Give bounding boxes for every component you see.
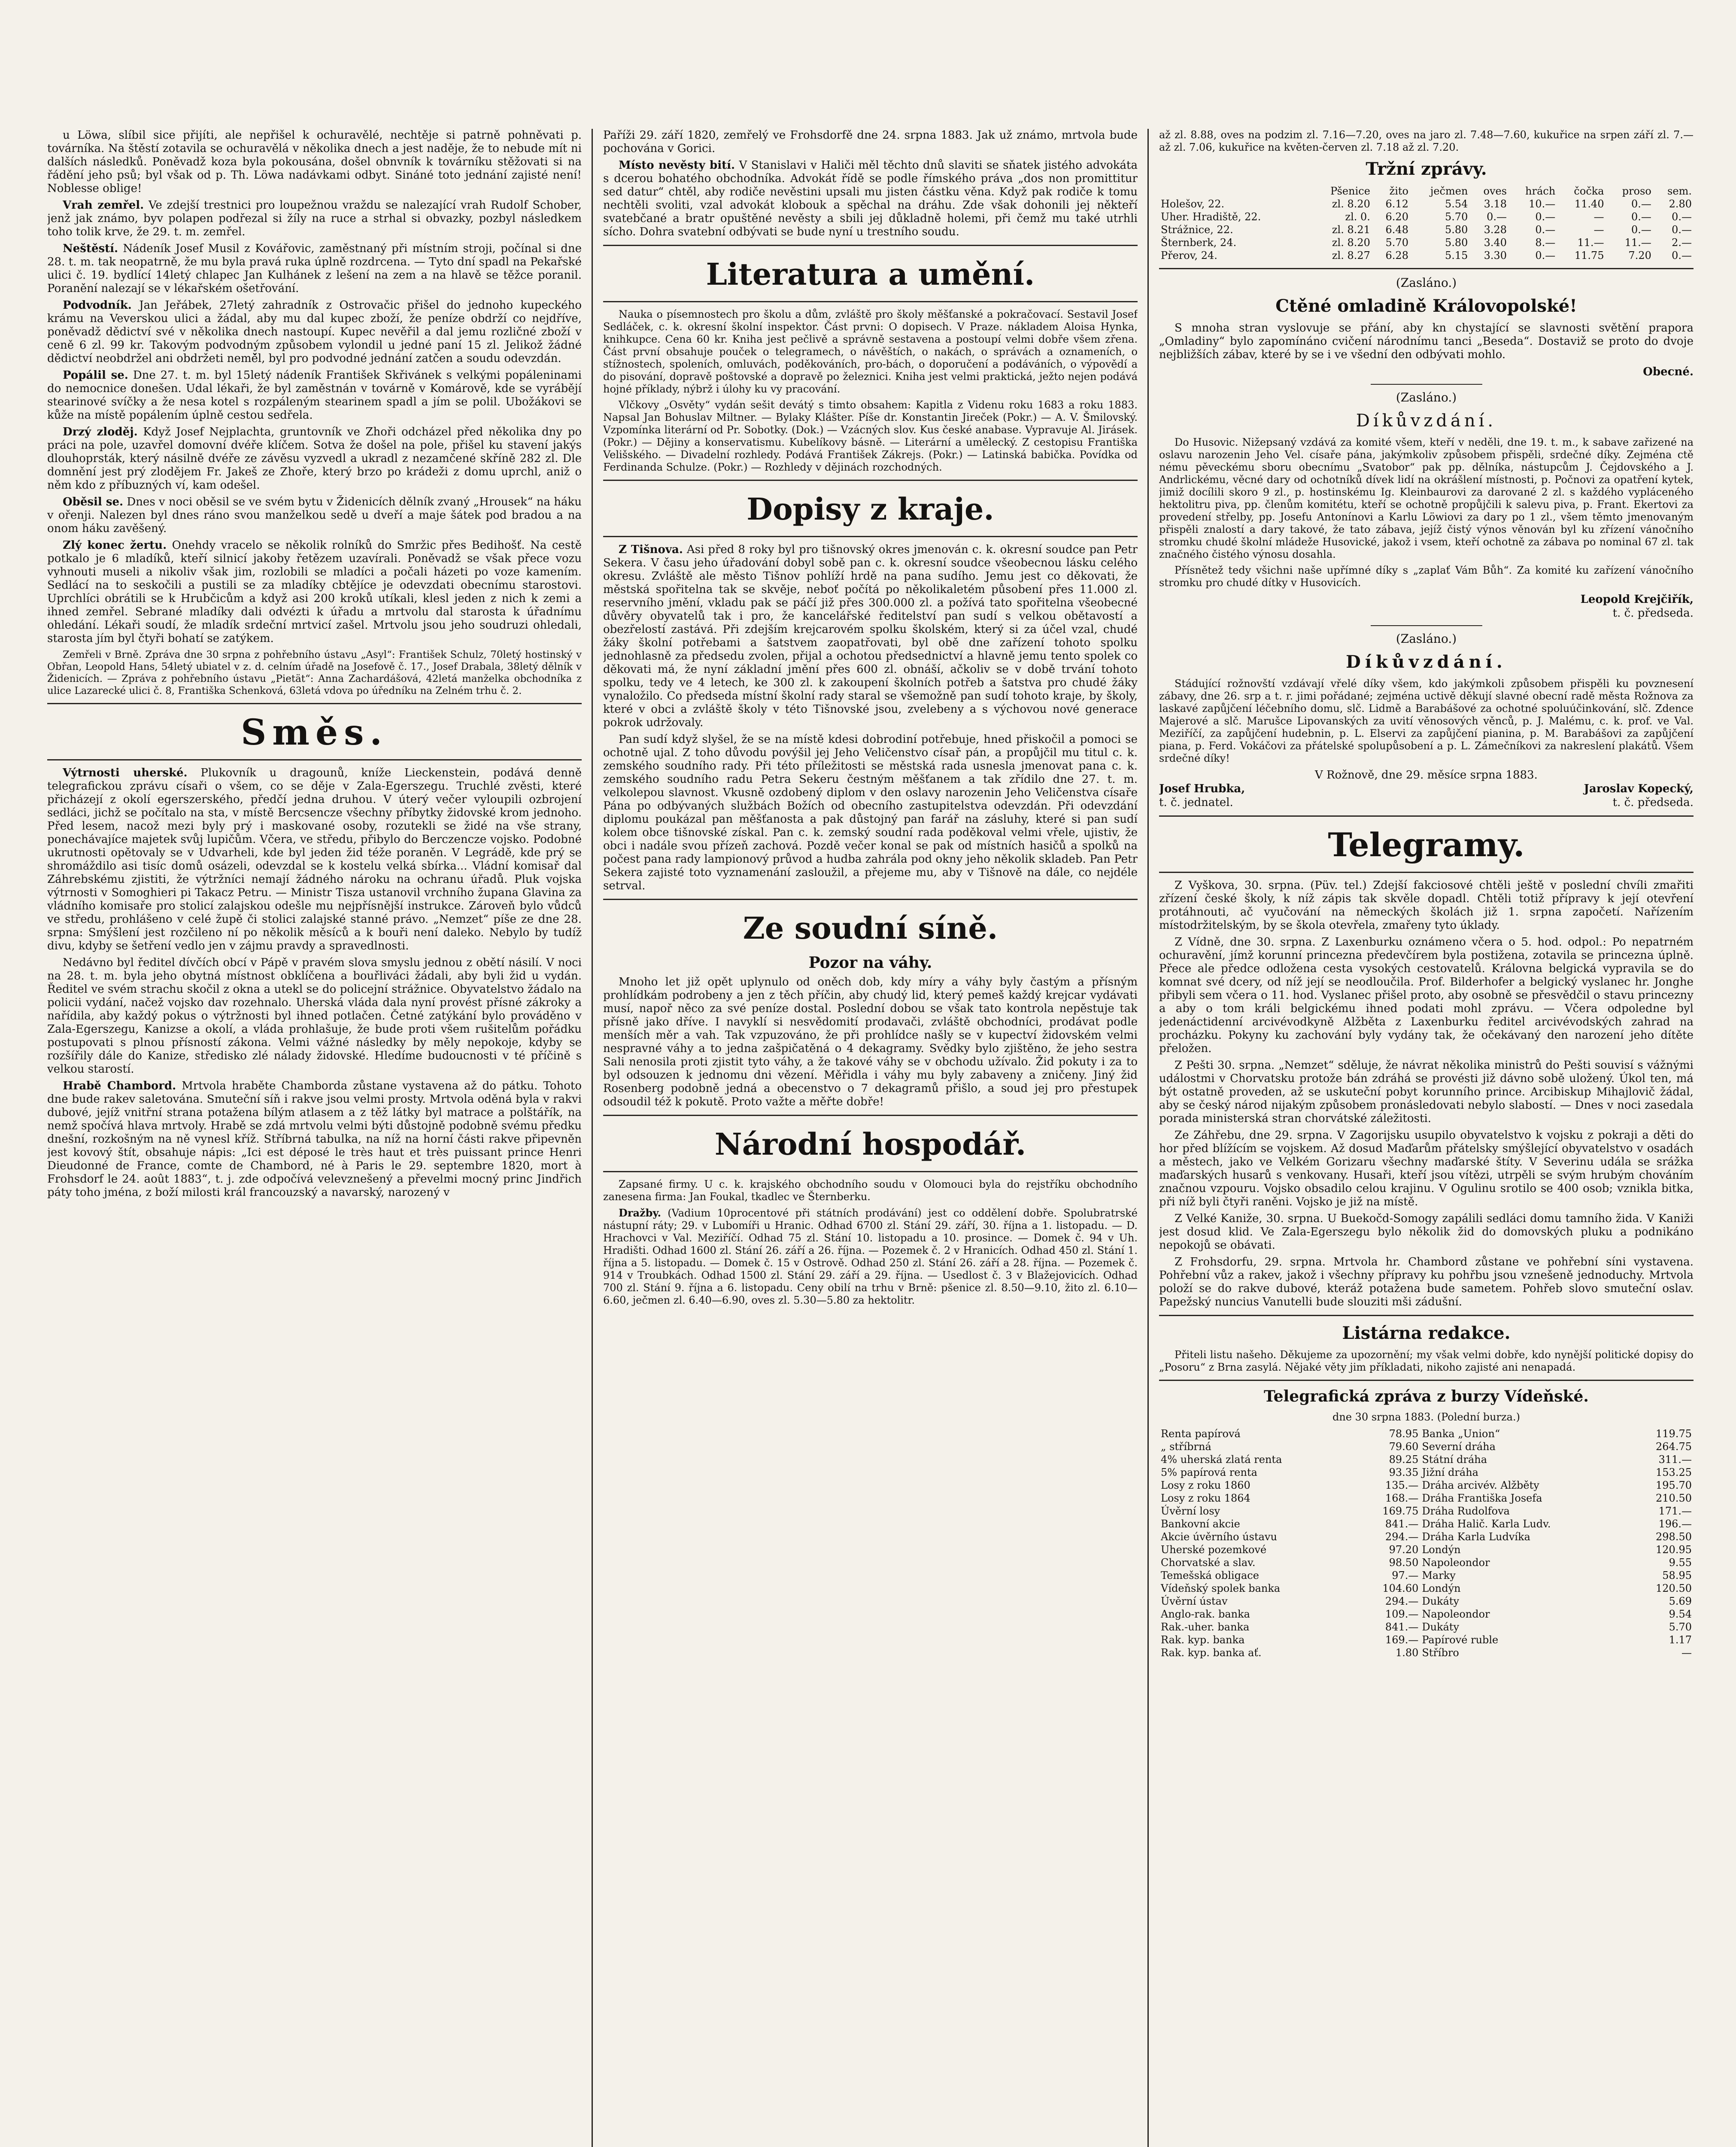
table-cell: 58.95 [1662,1569,1692,1581]
table-cell: 264.75 [1656,1441,1692,1453]
table-cell: 3.30 [1484,249,1507,262]
table-row [1159,1646,1694,1659]
table-cell: Marky [1422,1569,1456,1581]
table-cell: Dráha Františka Josefa [1422,1492,1542,1504]
news-item [47,242,582,295]
table-cell: 5.70 [1669,1621,1692,1633]
table-cell: Renta papírová [1161,1428,1241,1440]
article-text: až zl. 8.88, oves na podzim zl. 7.16—7.20, oves na jaro zl. 7.48—7.60, kukuřice na srpen září zl. 7.— až zl. 7.06, kukuřice na květen-červen zl. 7.18 až zl. 7.20. [1159,129,1694,153]
table-header: proso [1622,185,1651,197]
news-title: Z Tišnova. [619,543,683,556]
table-cell: Dráha Rudolfova [1422,1505,1510,1517]
table-header: čočka [1574,185,1604,197]
table-cell: 169.— [1385,1634,1419,1646]
table-cell: Dukáty [1422,1621,1460,1633]
table-cell: 97.— [1392,1569,1419,1581]
table-cell: 120.95 [1656,1544,1692,1556]
table-cell: 120.50 [1656,1582,1692,1594]
news-body: (Vadium 10procentové při státních prodávání) jest co oddělení dobře. Spolubratrské nástupní ráty; 29. v Lubomíři u Hranic. Odhad 6700 zl. Stání 29. září, 30. října a 1. listopadu. — D. Hrachovci v Val. Meziříčí. Odhad 75 zl. Stání 10. listopadu a 10. prosince. — Domek č. 94 v Uh. Hradišti. Odhad 1600 zl. Stání 26. září a 26. října. — Pozemek č. 2 v Hranicích. Odhad 450 zl. Stání 1. října a 5. listopadu. — Domek č. 15 v Ostrově. Odhad 250 zl. Stání 26. září a 28. října. — Pozemek č. 914 v Troubkách. Odhad 1500 zl. Stání 29. září a 29. října. — Usedlost č. 3 v Blažejovicích. Odhad 700 zl. Stání 9. října a 6. listopadu. Ceny obilí na trhu v Brně: pšenice zl. 8.50—9.10, žito zl. 6.10—6.60, ječmen zl. 6.40—6.90, oves zl. 5.30—5.80 za hektolitr. [603,1207,1138,1306]
section-heading-soud: Ze soudní síně. [743,910,998,946]
news-item [47,426,582,492]
table-cell: 11.— [1624,237,1651,249]
table-cell: Rak. kyp. banka ať. [1161,1647,1262,1659]
notice-title: Díkůvzdání. [1346,652,1507,672]
telegram-text: Ze Záhřebu, dne 29. srpna. V Zagorijsku usupilo obyvatelstvo k vojsku z pokraji a děti do hor před blížícím se vojskem. Až dosud Maďarům přátelsky smýšlející obyvatelstvo v osadách a městech, jako ve Velkém Gorizaru všechny maďarské štíty. V Severinu udála se srážka maďarských husarů s venkovany. Husaři, kteří jsou vítězi, utrpěli se svým hrubým chováním značnou vzpouru. Vojsko obsadilo celou krajinu. V Ogulinu srotilo se 400 osob; vznikla bitka, při níž byli čtyři raněni. Vojsko je již na místě. [1159,1129,1694,1208]
table-row [1159,223,1694,236]
notice-text: Přísnětež tedy všichni naše upřímné díky s „zaplať Vám Bůh“. Za komité ku zařízení vánočního stromku pro chudé dítky v Husovicích. [1159,564,1694,589]
table-cell: 104.60 [1382,1582,1419,1594]
table-row [1159,1569,1694,1582]
table-cell: Londýn [1422,1544,1461,1556]
table-cell: 119.75 [1656,1428,1692,1440]
news-title: Podvodník. [63,299,132,312]
news-item [47,1080,582,1199]
article-text: Paříži 29. září 1820, zemřelý ve Frohsdorfě dne 24. srpna 1883. Jak už známo, mrtvola bude pochována v Gorici. [603,129,1138,155]
table-cell: 0.— [1672,224,1692,236]
news-item [47,496,582,535]
notice-signature-role [1159,606,1694,620]
table-row [1159,1517,1694,1530]
news-body: Dnes v noci oběsil se ve svém bytu v Židenicích dělník zvaný „Hrousek“ na háku v ořenji. Nalezen byl dnes ráno svou manželkou sedě u dveří a maje šátek pod bradou a na onom háku zavěšený. [47,496,582,535]
table-cell: 210.50 [1656,1492,1692,1504]
section-heading-literatura: Literatura a umění. [706,256,1035,292]
telegram-text: Z Pešti 30. srpna. „Nemzet“ sděluje, že návrat několika ministrů do Pešti souvisí s vážnými událostmi v Chorvatsku protože bán zdráhá se provésti již dávno sobě uložený. Úkol ten, má být ostatně proveden, až se uskuteční pobyt korunního prince. Arcibiskup Mihajlovič žádal, aby se český národ nijakým způsobem pronásledovati nebylo slabostí. — Dnes v noci zasedala porada ministerská stran chorvátské záležitosti. [1159,1059,1694,1125]
table-row [1159,1582,1694,1595]
table-cell: Dukáty [1422,1595,1460,1607]
news-body: Dne 27. t. m. byl 15letý nádeník František Skřivánek s velkými popáleninami do nemocnice donešen. Udal lékaři, že byl zaměstnán v továrně v Komárově, kde se vyrábějí stearinové svíčky a že nesa kotel s rozpáleným stearinem spadl a jím se polil. Ubožákovi se kůže na místě popálením úplně cestou sedřela. [47,369,582,422]
table-cell: 168.— [1385,1492,1419,1504]
telegram-text: Z Frohsdorfu, 29. srpna. Mrtvola hr. Chambord zůstane ve pohřební síni vystavena. Pohřební vůz a rakev, jakož i všechny přípravy ku pohřbu jsou vznešeně jednoduchy. Mrtvola položí se do rakve dubové, kteráž potažena bude sametem. Pohřeb slovo smuteční oslav. Papežský nuncius Vanutelli bude slouziti mši zádušní. [1159,1256,1694,1308]
table-row [1159,1466,1694,1479]
table-cell: 153.25 [1656,1466,1692,1478]
signature: Obecné. [1643,365,1694,378]
table-cell: Uher. Hradiště, 22. [1161,211,1261,223]
news-title: Neštěstí. [63,242,118,255]
table-cell: zl. 8.20 [1332,237,1370,249]
table-row [1159,236,1694,249]
table-cell: 10.— [1529,198,1556,210]
table-header: hrách [1525,185,1556,197]
table-cell: 97.20 [1389,1544,1419,1556]
article-text: Zapsané firmy. U c. k. krajského obchodního soudu v Olomouci byla do rejstříku obchodního zanesena firma: Jan Foukal, tkadlec ve Šternberku. [603,1178,1138,1203]
notice-text: Stádující rožnovští vzdávají vřelé díky všem, kdo jakýmkoli způsobem přispěli ku povznesení zábavy, dne 26. srp a t. r. jimi pořádané; zejména uctivě děkují slavné obecní radě města Rožnova za laskavé zapůjčení léčebního domu, slč. Lidmě a Barabášové za ochotné spoluúčinkování, slč. Zdence Majerové a slč. Marušce Lipovanských za uvití věnosových věnců, p. J. Malému, c. k. prof. ve Val. Meziříčí, za zapůjčení hudebnin, p. L. Elservi za zapůjčení pianina, p. M. Barabášovi za zapůjčení piana, p. Ferd. Vokáčovi za přátelské spolupůsobení a p. L. Zámečníkovi za nakreslení plakátů. Všem srdečné díky! [1159,678,1694,764]
signature-role: t. č. předseda. [1612,607,1694,620]
news-item [47,199,582,239]
burza-date: dne 30 srpna 1883. (Polední burza.) [1332,1411,1520,1423]
table-cell: Napoleondor [1422,1557,1490,1569]
table-cell: 9.54 [1669,1608,1692,1620]
section-divider [47,703,582,704]
table-cell: 5% papírová renta [1161,1466,1257,1478]
table-cell: 0.— [1535,211,1556,223]
section-divider [603,1171,1138,1172]
table-cell: 6.12 [1385,198,1408,210]
news-body: Jan Jeřábek, 27letý zahradník z Ostrovačic přišel do jednoho kupeckého krámu na Veverskou ulici a žádal, aby mu dal kupec zboží, že peníze obdrží co nejdříve, poněvadž dědictví své v několika dnech nastoupí. Kupec nevěřil a dal jemu rozličné zboží v ceně 6 zl. 99 kr. Takovým podvodným způsobem vylondil u jedné paní 15 zl. Jelikož žádné dědictví neobdržel ani obdržeti nemě̌l, byl pro podvodné jednání zatčen a soudu odevzdán. [47,299,582,365]
telegram-text: Z Vídně, dne 30. srpna. Z Laxenburku oznámeno včera o 5. hod. odpol.: Po nepatrném ochuravění, jímž korunní princezna předevčírem byla postižena, zotavila se princezna úplně. Přece ale předce odložena cesta vysokých cestovatelů. Královna belgická vypravila se do komnat své dcery, od níž její se neodloučila. Prof. Bilderhofer a belgický vyslanec hr. Jonghe přibyli sem včera o 11. hod. Vyslanec přišel proto, aby osobně se přesvědčil o stavu princezny a aby o tom králi belgickému ihned podati mohl zprávu. — Včera odpoledne byl jedenáctidenní arcivévodkyně Alžběta z Laxenburku ředitel arcivévodských zahrad na procházku. Pokyny ku zachování byly vydány tak, že očekávaný den narození jeho dítěte přeložen. [1159,936,1694,1055]
news-title: Místo nevěsty bití. [619,159,735,172]
table-cell: Chorvatské a slav. [1161,1557,1256,1569]
news-body: Když Josef Nejplachta, gruntovník ve Zhoři odcházel před několika dny po práci na pole, uzavřel domovní dvéře klíčem. Sotva že došel na pole, přišel ku stavení jakýs dlouhoprsták, který násilně dvéře ze závěsu vyzvedl a ukradl z nezamčené skříně 282 zl. Dle domnění jest prý zlodějem Fr. Jakeš ze Zhoře, který brzo po krádeži z domu uprchl, aniž o něm kdo z příbuzných ví, kam odešel. [47,426,582,492]
section-divider [1159,1315,1694,1316]
article-subheading: Pozor na váhy. [808,954,932,972]
table-cell: 5.69 [1669,1595,1692,1607]
table-header: oves [1483,185,1507,197]
section-heading-smes: Směs. [241,712,388,753]
table-cell: 2.80 [1669,198,1692,210]
section-heading-dopisy: Dopisy z kraje. [747,491,994,527]
table-header-row [1159,185,1694,198]
table-cell: Šternberk, 24. [1161,237,1237,249]
table-cell: Dráha Karla Ludvíka [1422,1531,1530,1543]
table-cell: 5.80 [1445,237,1468,249]
table-row [1159,1427,1694,1440]
section-divider [603,480,1138,481]
table-cell: — [1593,211,1604,223]
table-cell: Banka „Union“ [1422,1428,1500,1440]
table-row [1159,1621,1694,1633]
table-cell: 0.— [1535,224,1556,236]
news-body: Plukovník u dragounů, kníže Lieckenstein, podává denně telegrafickou zprávu císaři o všem, co se děje v Zala-Egerszegu. Truchlé zvěsti, které přicházejí z okolí egerszerského, předčí jedna druhou. V úterý večer vyloupili ozbrojení sedláci, jichž se počítalo na sta, v místě Bercsencze všechny příbytky židovské krom jednoho. Před lesem, nacož mezi byly prý i maskované osoby, rozutekli se židé na vše strany, ponechávajíce majetek svůj lupičům. Včera, ve středu, přibylo do Berczencze vojsko. Podobné ukrutnosti opětovaly se v Udvarheli, kde byl jeden žid téže poraněn. V Legrádě, kde prý se shromáždilo asi tisíc domů osázeli, odevzdal se k kostelu velká sbírka... Vládní komisař dal Záhrebskému zjistiti, že výtržníci nemají žádného nároku na ochranu úřadů. Pluk vojska výtrnosti v Somoghieri pi Takacz Petru. — Ministr Tisza ustanovil vrchního župana Glavina za vládního komisaře pro stolicí zalajskou odešle mu nejpřísnější instrukce. Zároveň bylo vůdců ve středu, prohlášeno v celé župě či stolici zalajské stanné právo. „Nemzet“ píše ze dne 28. srpna: Smýšlení jest rozčileno ní po několik měsíců a k bouři není daleko. Nebylo by tudíž divu, kdyby se šetření vedlo jen v zájmu pravdy a spravedlnosti. [47,766,582,952]
section-divider [603,899,1138,900]
table-cell: 109.— [1385,1608,1419,1620]
table-cell: 8.— [1535,237,1556,249]
table-cell: 11.40 [1574,198,1604,210]
news-title: Dražby. [619,1207,661,1219]
table-row [1159,1440,1694,1453]
table-row [1159,1633,1694,1646]
table-cell: 3.40 [1484,237,1507,249]
table-cell: 7.20 [1628,249,1651,262]
table-cell: Jižní dráha [1422,1466,1478,1478]
table-cell: 6.48 [1385,224,1408,236]
signature: Josef Hrubka, [1159,782,1245,795]
table-cell: 5.54 [1445,198,1468,210]
table-cell: „ stříbrná [1161,1441,1211,1453]
table-cell: 0.— [1631,211,1651,223]
table-row [1159,1453,1694,1466]
table-cell: 11.75 [1574,249,1604,262]
notice-title: Díkůvzdání. [1356,411,1497,431]
table-row [1159,249,1694,262]
table-cell: Rak.-uher. banka [1161,1621,1250,1633]
signature-role: t. č. jednatel. [1159,796,1233,809]
article-text: Pan sudí když slyšel, že se na místě kdesi dobrodiní potřebuje, hned přiskočil a pomoci se ochotně ujal. Z toho důvodu povýšil jej Jeho Veličenstvo císař pán, a propůjčil mu titul c. k. zemského soudního rady. Při této příležitosti se městská rada usnesla jmenovat pana c. k. zemského soudního radu Petra Sekeru čestným měšťanem a tak zřídilo dne 27. t. m. velkolepou slavnost. Vkusně ozdobený diplom v den oslavy narozenin Jeho Veličenstva císaře Pána po odbývaných službách Božích od obecního zastupitelstva odevzdán. Při odevzdání diplomu poukázal pan měšťanosta a pak důstojný pan farář na zásluhy, které si pan sudí kolem obce tišnovské získal. Pan c. k. zemský soudní rada poděkoval velmi vřele, ujistiv, že obci i nadále svou přízeň zachová. Pozdě večer konal se pak od místních hasičů a spolků na počest pana rady lampionový průvod a hudba zahrála pod okny jeho několik skladeb. Pan Petr Sekera zajisté toto vyznamenání zasloužil, a přejeme mu, aby v Tišnově na dále, co nejdéle setrval. [603,733,1138,892]
table-cell: 89.25 [1389,1454,1419,1466]
table-cell: 841.— [1385,1518,1419,1530]
news-body: Asi před 8 roky byl pro tišnovský okres jmenován c. k. okresní soudce pan Petr Sekera. V času jeho úřadování dobyl sobě pan c. k. okresní soudce všeobecnou lásku celého okresu. Zvláště ale město Tišnov pohlíží hrdě na pana sudího. Jemu jest co děkovati, že městská spořitelna tak se skvěje, neboť počítá po několikaletém působení přes 11.000 zl. reservního jmění, vkladu pak se páčí již přes 300.000 zl. a požívá tato spořitelna všeobecné důvěry obyvatelů tak i pro, že kancelářské ředitelství pan sudí s velkou obětavostí a obezřelostí zastává. Při zdejším krejcarovém spolku školském, který si za účel vzal, chudé žáky školní potřebami a šatstvem zaopatřovati, byl obě dne zařízení tohoto spolku jednohlasně za předsedu zvolen, přijal a ochotou předsednictví a hlavně jemu tento spolek co děkovati má, že nyní základní jmění přes 600 zl. obnáší, ačkoliv se v době trvání tohoto spolku, tedy ve 4 letech, ke 300 zl. k zakoupení školních potřeb a šatstva pro chudé žáky vynaložilo. Co předseda místní školní rady staral se všemožně pan sudí tohoto kraje, by školy, které v obci a zvláště školy v této Tišnovské jsou, zvelebeny a s výchovou nové generace pokrok udržovaly. [603,543,1138,729]
table-cell: Strážnice, 22. [1161,224,1233,236]
section-divider [1159,815,1694,817]
listarna-text: Přiteli listu našeho. Děkujeme za upozornění; my však velmi dobře, kdo nynější politické dopisy do „Posoru“ z Brna zasylá. Nějaké věty jim příkladati, nikoho zajisté ani nenapadá. [1159,1349,1694,1373]
table-cell: Akcie úvěrního ústavu [1161,1531,1277,1543]
table-row [1159,1543,1694,1556]
table-header [1159,185,1309,198]
table-cell: Rak. kyp. banka [1161,1634,1245,1646]
section-divider [47,759,582,760]
table-cell: zl. 0. [1345,211,1370,223]
zaslano-tag: (Zasláno.) [1396,632,1457,646]
table-cell: 1.17 [1669,1634,1692,1646]
table-header: ječmen [1430,185,1468,197]
table-row [1159,1608,1694,1621]
table-cell: 6.28 [1385,249,1408,262]
table-cell: 79.60 [1389,1441,1419,1453]
section-divider [603,301,1138,302]
table-cell: Temešská obligace [1161,1569,1259,1581]
news-body: V Stanislavi v Haliči měl těchto dnů slaviti se sňatek jistého advokáta s dcerou bohatého obchodníka. Advokát řídě se podle římského práva „dos non promittitur sed datur“ chtěl, aby rodiče nevěstini upsali mu jisten částku věna. Když pak rodiče k tomu nechtěli svoliti, vzal advokát klobouk a spěchal na dráhu. Zde však dohonili jej někteří svatebčané a bratr opuštěné nevěsty a sbili jej důkladně holemi, při čemž mu také utrhli sícho. Dohra svatební odbývati se bude nyní u trestního soudu. [603,159,1138,238]
table-cell: Napoleondor [1422,1608,1490,1620]
notice-title: Ctěné omladině Královopolské! [1275,296,1577,316]
notice-signature-roles [1159,796,1694,809]
divider-short [1371,384,1482,385]
column-rule [592,129,593,2147]
table-cell: 6.20 [1385,211,1408,223]
table-cell: Holešov, 22. [1161,198,1225,210]
column-3 [1159,129,1694,2147]
table-cell: 294.— [1385,1531,1419,1543]
news-item [47,299,582,365]
news-body: Nádeník Josef Musil z Kovářovic, zaměstnaný při místním stroji, počínal si dne 28. t. m. tak neopatrně, že mu byla pravá ruka úplně rozdrcena. — Tyto dní spadl na Pekařské ulici č. 19. bydlící 14letý chlapec Jan Kulhánek z lešení na zem a na hlavě se těžce poranil. Poranění nalezají se v lékařském ošetřování. [47,242,582,295]
notice-text: S mnoha stran vyslovuje se přání, aby kn chystající se slavnosti světění prapora „Omladiny“ bylo zapomínáno cvičení národnímu tanci „Beseda“. Dostaviž se proto do dvoje nejbližších zábav, které by se i ve všední den odbývati mohlo. [1159,322,1694,361]
table-cell: 1.80 [1395,1647,1419,1659]
market-table [1159,185,1694,262]
notice-text: Do Husovic. Nižepsaný vzdává za komité všem, kteří v neděli, dne 19. t. m., k sabave zařizené na oslavu narozenin Jeho Vel. císaře pána, jakýmkoliv způsobem přispěli, srdečné díky. Zejména ctě nému pěveckému sboru obecnímu „Svatobor“ pak pp. dělníka, nástupcům J. Čejdovského a J. Andrlickému, věcné dary od ochotníků dívek lidí na okrášlení místnosti, p. Počnovi za opatření kytek, jimiž docílili skoro 9 zl., p. hostinskému Ig. Kleinbaurovi za darované 2 zl. s každého vypláceného hektolitru piva, pp. členům komitétu, kteří se ochotně propůjčili k salevu piva, p. Frant. Ekertovi za provedení střelby, pp. Josefu Antonínovi a Karlu Löwiovi za dary po 1 zl., všem těmto jmenovaným přispěli znalostí a dary takové, že tato zábava, jejíž čistý výnos věnován byl ku zřízení vánočního stromku chudé školní mládeže Husovické, jakož i vsem, kteří ochotně za zábava po nominal 67 zl. tak značného čistého výnosu dosahla. [1159,436,1694,560]
news-body: Ve zdejší trestnici pro loupežnou vraždu se nalezající vrah Rudolf Schober, jenž jak známo, byv polapen podřezal si žíly na ruce a strhal si obvazky, pozbyl následkem toho tolik krve, že 29. t. m. zemřel. [47,199,582,238]
article-text: Nauka o písemnostech pro školu a dům, zvláště pro školy měšťanské a pokračovací. Sestavil Josef Sedláček, c. k. okresní školní inspektor. Část prvni: O dopisech. V Praze. nákladem Aloisa Hynka, knihkupce. Cena 60 kr. Kniha jest pečlivě a správně sestavena a postoupí velmi dobře všem zřena. Část první obsahuje pouček o telegramech, o návěštích, o nakách, o správách a oznameních, o stížnostech, spoleních, omluvách, poděkováních, pro-bách, o doporučení a podáváních, o výpovědí a do pisování, dopravě poštovské a dopravě po železnici. Kniha jest velmi praktická, ježto nejen podává hojné příklady, nýbrž i úlohy ku vy pracování. [603,308,1138,395]
news-body: Mrtvola hraběte Chamborda zůstane vystavena až do pátku. Tohoto dne bude rakev saletována. Smuteční síň i rakve jsou velmi prosty. Mrtvola oděná byla v rakvi dubové, jejíž vnitřní strana potažena bílým atlasem a z těž látky byl matrace a polštářík, na nemž spočívá hlava mrtvoly. Hrabě se zdá mrtvolu velmi býti důstojně podobně svému předku dnešní, rozkošným na ně vynesl kříž. Stříbrná tabulka, na níž na horní části rakve připevněn jest kovový štít, obsahuje nápis: „Ici est déposé le très haut et très puissant prince Henri Dieudonné de France, comte de Chambord, né à Paris le 29. septembre 1820, mort à Frohsdorf le 24. août 1883“, t. j. zde odpočívá velevznešený a převelmi mocný princ Jindřich páty toho jména, z boží milosti král francouzský a navarský, narozený v [47,1080,582,1199]
table-cell: zl. 8.27 [1332,249,1370,262]
notice-signature [1159,365,1694,379]
divider-short [1371,625,1482,626]
table-row [1159,1595,1694,1608]
article-text: Nedávno byl ředitel dívčích obcí v Pápě v pravém slova smyslu jednou z obětí násilí. V noci na 28. t. m. byla jeho obytná místnost obklíčena a bouřliváci žádali, aby byli žid u vydán. Ředitel ve svém strachu skočil z okna a utekl se do policejní strážnice. Obyvatelstvo žádalo na policii vydání, načež vojsko dav rozehnalo. Uherská vláda dala nyní provést přísné zákroky a nařídila, aby každý pokus o výtržnosti byl ihned potlačen. Četné zatýkání bylo prováděno v Zala-Egerszegu, Kanizse a okolí, a vláda prohlašuje, že bude proti všem rušitelům pořádku postupovati s plnou přísností zákona. Velmi vážné následky by měly nepokoje, kdyby se rozšířily dále do Kanize, středisko zlé nálady židovské. Hledíme budoucnosti v té příčině s velkou starostí. [47,956,582,1076]
table-cell: Dráha Halič. Karla Ludv. [1422,1518,1551,1530]
table-cell: 5.80 [1445,224,1468,236]
news-title: Drzý zloděj. [63,426,138,438]
column-1 [47,129,582,2147]
section-heading-burza: Telegrafická zpráva z burzy Vídeňské. [1264,1387,1589,1405]
table-cell: Anglo-rak. banka [1161,1608,1250,1620]
table-cell: 5.70 [1445,211,1468,223]
section-heading-trzni: Tržní zprávy. [1366,159,1487,179]
section-heading-listarna: Listárna redakce. [1342,1323,1511,1343]
notice-place-date: V Rožnově, dne 29. měsíce srpna 1883. [1315,769,1538,782]
table-cell: 4% uherská zlatá renta [1161,1454,1282,1466]
news-title: Zlý konec žertu. [63,539,167,552]
signature-role: t. č. předseda. [1612,796,1694,809]
news-item [603,1207,1138,1307]
news-title: Oběsil se. [63,496,124,508]
table-header: sem. [1667,185,1692,197]
column-2 [603,129,1138,2147]
zaslano-tag: (Zasláno.) [1396,276,1457,290]
table-cell: 5.70 [1385,237,1408,249]
signature: Jaroslav Kopecký, [1584,782,1694,795]
table-cell: Bankovní akcie [1161,1518,1240,1530]
news-title: Hrabě Chambord. [63,1080,176,1092]
table-cell: 195.70 [1656,1479,1692,1491]
zaslano-tag: (Zasláno.) [1396,390,1457,404]
news-title: Popálil se. [63,369,128,382]
section-divider [603,245,1138,246]
stock-table [1159,1427,1694,1659]
table-cell: 0.— [1672,211,1692,223]
table-cell: 2.— [1672,237,1692,249]
news-body: Onehdy vracelo se několik rolníků do Smržic přes Bedihošť. Na cestě potkalo je 6 mladíků, kteří silnicí jakoby řetězem uzavírali. Poněvadž se však přece vozu vyhnouti museli a nikoliv však jim, rozlobili se mladíci a počali házeti po voze kamením. Sedlácí na to seskočili a pustili se za mladíky cbtějíce je odevzdati obecnímu starostovi. Uprchlíci obrátili se k Hrubčicům a když asi 200 kroků utíkali, klesl jeden z nich k zemi a ihned zemřel. Sebrané mladíky dali odvézti k úřadu a mrtvolu dal starosta k úřadnímu ohledání. Lékaři soudí, že mladík srdeční mrtvicí zašel. Mrtvolu jsou jeho soudruzi ohledali, starosta jím byl čtyři bohatí se zatýkem. [47,539,582,645]
table-row [1159,1556,1694,1569]
table-cell: 841.— [1385,1621,1419,1633]
article-text: u Löwa, slíbil sice přijíti, ale nepřišel k ochuravělé, nechtěje si patrně pohněvati p. továrníka. Na štěstí zotavila se ochuravělá v několika dnech a jest naděje, že to nebude mít ni dalších následků. Poněvadž koza byla pokousána, došel obnvník k továrníku stěžovati si na řádění jeho psů; byl však od p. Th. Löwa nadávkami odbyt. Sináné toto jednání zajisté není! Noblesse oblige! [47,129,582,195]
article-text: Mnoho let již opět uplynulo od oněch dob, kdy míry a váhy byly častým a přísným prohlídkám podrobeny a jen z těch příčin, aby chudý lid, který pemeš každý krejcar vydávati musí, napoř něco za své peníze dostal. Poslední dobou se však tato kontrola nepěstuje tak přísně jako dříve. I navyklí si nesvědomití prodavači, zvláště obchodníci, prodávat podle menších měr a vah. Tak vzpuzováno, že při prohlídce našly se v kupectví židovském velmi nespravné váhy a to jedna zašpičatěná o 4 dekagramy. Svědky bylo zjištěno, že jeho sestra Sali nenosila proti zjistit tyto váhy, a že takové váhy se v obchodu užívalo. Žid pokuty i za to byl odsouzen k jednomu dni vězení. Měřidla i váhy mu byly zabaveny a zničeny. Jiný žid Rosenberg podobně jedná a obecenstvo o 7 dekagramů přišlo, a soud jej pro přestupek odsoudil též k pokutě. Proto važte a měřte dobře! [603,976,1138,1108]
section-heading-telegramy: Telegramy. [1328,826,1525,864]
table-row [1159,198,1694,210]
table-cell: Státní dráha [1422,1454,1487,1466]
table-cell: zl. 8.20 [1332,198,1370,210]
article-text: Vlčkovy „Osvěty“ vydán sešit devátý s timto obsahem: Kapitla z Videnu roku 1683 a roku 1883. Napsal Jan Bohuslav Miltner. — Bylaky Klášter. Píše dr. Konstantin Jireček (Pokr.) — A. V. Šmilovský. Vzpomínka literární od Pr. Sobotky. (Dok.) — Vzácných slov. Kus české anabase. Vypravuje Al. Jirásek. (Pokr.) — Dějiny a konservatismu. Kubelíkovy básně. — Literární a umělecký. Z cestopisu Františka Velišského. — Divadelní rozhledy. Podává František Zákrejs. (Pokr.) — Latinská babička. Povídka od Ferdinanda Schulze. (Pokr.) — Rozhledy v dějinách rozchodných. [603,399,1138,473]
table-cell: 3.18 [1484,198,1507,210]
table-cell: 0.— [1535,249,1556,262]
table-cell: Přerov, 24. [1161,249,1217,262]
table-cell: 98.50 [1389,1557,1419,1569]
news-item [47,369,582,422]
table-cell: Londýn [1422,1582,1461,1594]
table-cell: 78.95 [1389,1428,1419,1440]
table-cell: Dráha arcivév. Alžběty [1422,1479,1539,1491]
table-cell: 11.— [1577,237,1604,249]
section-heading-hospodar: Národní hospodář. [714,1126,1026,1162]
table-cell: 5.15 [1445,249,1468,262]
table-cell: 311.— [1658,1454,1692,1466]
table-cell: Úvěrní ústav [1161,1595,1228,1607]
table-cell: 171.— [1658,1505,1692,1517]
table-cell: 196.— [1658,1518,1692,1530]
table-cell: 135.— [1385,1479,1419,1491]
table-header: žito [1389,185,1408,197]
section-divider [603,1115,1138,1116]
table-cell: Úvěrní losy [1161,1505,1220,1517]
news-item [47,766,582,953]
section-divider [1159,268,1694,269]
table-cell: 93.35 [1389,1466,1419,1478]
table-cell: 0.— [1487,211,1507,223]
news-title: Výtrnosti uherské. [63,766,188,779]
telegram-text: Z Vyškova, 30. srpna. (Püv. tel.) Zdejší fakciosové chtěli ještě v poslední chvíli zmařiti zřízení české školy, k níž zápis tak skvěle dopadl. Chtěli totiž přípravy k její otevření protáhnouti, ač vyučování na německých školách již 1. srpna započetí. Nařízením místodržitelským, by se škola otevřela, zmařeny tyto úklady. [1159,879,1694,932]
signature: Leopold Krejčiřík, [1580,593,1694,606]
table-row [1159,1530,1694,1543]
table-cell: — [1593,224,1604,236]
news-title: Vrah zemřel. [63,199,144,212]
table-row [1159,1492,1694,1505]
table-cell: Losy z roku 1864 [1161,1492,1250,1504]
table-cell: 3.28 [1484,224,1507,236]
table-row [1159,1505,1694,1517]
section-divider [603,536,1138,537]
table-cell: Papírové ruble [1422,1634,1499,1646]
column-rule [1147,129,1149,2147]
table-cell: Uherské pozemkové [1161,1544,1267,1556]
table-cell: Stříbro [1422,1647,1459,1659]
table-cell: 169.75 [1382,1505,1419,1517]
table-header: Pšenice [1330,185,1370,197]
deaths-notice: Zemřeli v Brně. Zpráva dne 30 srpna z pohřebního ústavu „Asyl“: František Schulz, 70letý hostinský v Obřan, Leopold Hans, 54letý ubiatel v z. d. celním úřadě na Josefově č. 17., Josef Drabala, 38letý dělník v Židenicích. — Zpráva z pohřebního ústavu „Pietät“: Anna Zachardášová, 42letá manželka obchodníka z ulice Lazarecké ulici č. 8, Františka Schenková, 63letá vdova po úředníku na Zelném trhu č. 2. [47,649,582,696]
table-cell: 0.— [1631,198,1651,210]
table-cell: 0.— [1631,224,1651,236]
notice-signature [1159,593,1694,606]
table-cell: 9.55 [1669,1557,1692,1569]
section-divider [1159,872,1694,873]
table-row [1159,210,1694,223]
section-divider [1159,1380,1694,1381]
news-item [603,159,1138,239]
table-cell: — [1681,1647,1692,1659]
table-cell: Vídeňský spolek banka [1161,1582,1281,1594]
table-cell: zl. 8.21 [1332,224,1370,236]
table-cell: 0.— [1672,249,1692,262]
news-item [47,539,582,645]
table-cell: 294.— [1385,1595,1419,1607]
table-cell: 298.50 [1656,1531,1692,1543]
table-row [1159,1479,1694,1492]
table-cell: Severní dráha [1422,1441,1496,1453]
table-cell: Losy z roku 1860 [1161,1479,1250,1491]
notice-signatures [1159,782,1694,796]
telegram-text: Z Velké Kaniže, 30. srpna. U Buekočd-Somogy zapálili sedláci domu tamního žida. V Kaniži jest dosud klid. Ve Zala-Egerszegu bylo několik žid do domovských pluku a podnikáno nepokojů se obávati. [1159,1212,1694,1252]
news-item [603,543,1138,730]
